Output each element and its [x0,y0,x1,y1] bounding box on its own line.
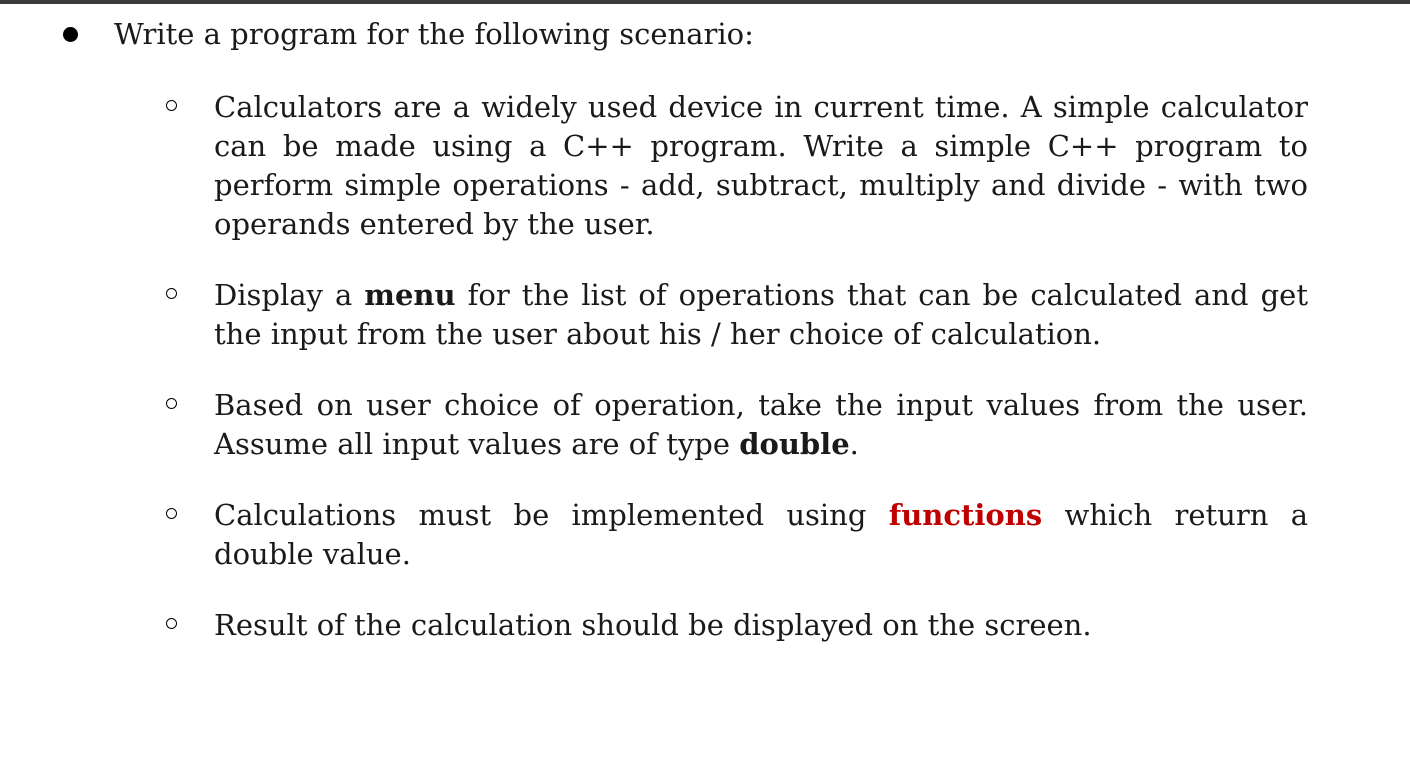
list-item [0,88,1410,244]
list-item-text: Calculations must be implemented using functions which return a double value. [214,498,1308,571]
list-item [0,496,1410,574]
list-item-text: Display a menu for the list of operations that can be calculated and get the input from the user about his / her choice of calculation. [214,278,1308,351]
intro-bullet [0,14,1410,58]
emphasis-functions: functions [888,498,1043,532]
list-item-text: Calculators are a widely used device in current time. A simple calculator can be made using a C++ program. Write a simple C++ program to perform simple operations - add, subtract, multiply and divide - with two operands entered by the user. [214,90,1308,241]
hollow-bullet-icon [166,100,177,111]
list-item-text: Based on user choice of operation, take the input values from the user. Assume all input values are of type double. [214,388,1308,461]
hollow-bullet-icon [166,618,177,629]
list-item-text: Result of the calculation should be displayed on the screen. [214,608,1092,642]
intro-text: Write a program for the following scenario: [114,17,754,51]
emphasis-double: double [739,427,850,461]
requirements-list [0,88,1410,645]
list-item [0,276,1410,354]
hollow-bullet-icon [166,508,177,519]
hollow-bullet-icon [166,288,177,299]
emphasis-menu: menu [364,278,456,312]
filled-bullet-icon [63,27,78,42]
list-item [0,386,1410,464]
hollow-bullet-icon [166,398,177,409]
list-item [0,606,1410,645]
